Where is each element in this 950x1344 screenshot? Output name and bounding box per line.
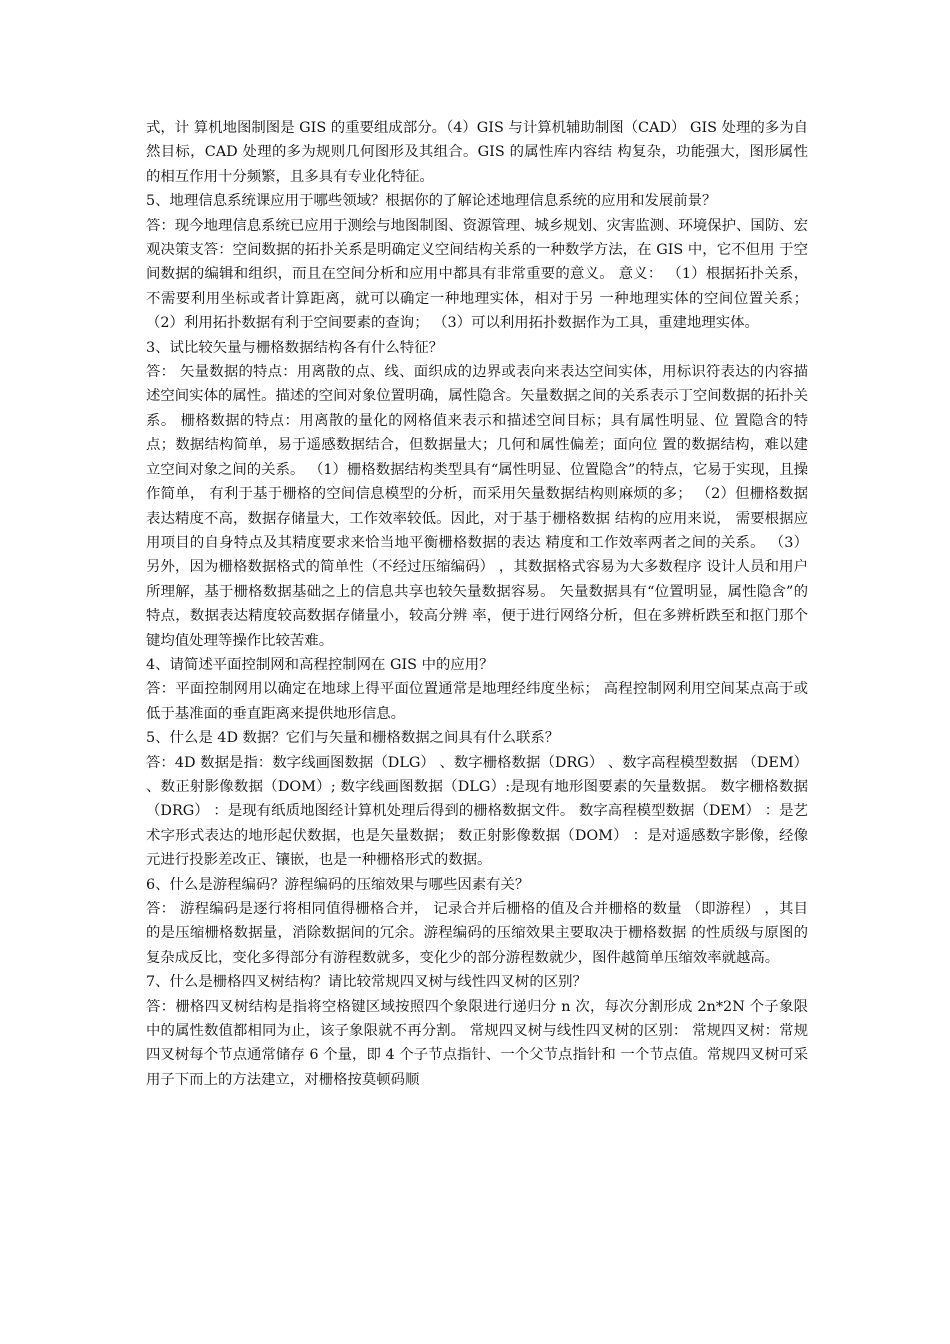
answer-4-control-networks: 答：平面控制网用以确定在地球上得平面位置通常是地理经纬度坐标； 高程控制网利用空间某点高于或低于基准面的垂直距离来提供地形信息。: [146, 681, 808, 722]
question-4-control-networks: 4、请简述平面控制网和高程控制网在 GIS 中的应用？: [146, 656, 494, 673]
answer-7-quadtree: 答：栅格四叉树结构是指将空格键区域按照四个象限进行递归分 n 次，每次分割形成 2n*2N 个子象限中的属性数值都相同为止，该子象限就不再分割。 常规四叉树与线性四叉树的区别： 常规四叉树：常规四叉树每个节点通常储存 6 个量，即 4 个子节点指针、一个父节点指针和 一个节点值。常规四叉树可采用子下而上的方法建立，对栅格按莫顿码顺: [146, 998, 808, 1088]
question-5-applications: 5、地理信息系统课应用于哪些领域？根据你的了解论述地理信息系统的应用和发展前景？: [146, 193, 717, 210]
document-page: [146, 116, 808, 1092]
question-3-vector-raster: 3、试比较矢量与栅格数据结构各有什么特征？: [146, 339, 443, 356]
question-5-4d-data: 5、什么是 4D 数据？它们与矢量和栅格数据之间具有什么联系？: [146, 730, 560, 747]
answer-5-applications: 答：现今地理信息系统已应用于测绘与地图制图、资源管理、城乡规划、灾害监测、环境保护、国防、宏观决策支答：空间数据的拓扑关系是明确定义空间结构关系的一种数学方法，在 GIS 中，它不但用 于空间数据的编辑和组织，而且在空间分析和应用中都具有非常重要的意义。 意义： （1）根据拓扑关系，不需要利用坐标或者计算距离，就可以确定一种地理实体，相对于另 一种地理实体的空间位置关系； （2）利用拓扑数据有利于空间要素的查询； （3）可以利用拓扑数据作为工具，重建地理实体。: [146, 217, 808, 332]
answer-5-4d-data: 答：4D 数据是指：数字线画图数据（DLG） 、数字栅格数据（DRG） 、数字高程模型数据 （DEM） 、数正射影像数据（DOM）; 数字线画图数据（DLG）:是现有地形图要素的矢量数据。 数字栅格数据（DRG） ：是现有纸质地图经计算机处理后得到的栅格数据文件。 数字高程模型数据（DEM） ：是艺术字形式表达的地形起伏数据，也是矢量数据； 数正射影像数据（DOM） ：是对遥感数字影像，经像元进行投影差改正、镶嵌，也是一种栅格形式的数据。: [146, 754, 808, 869]
question-6-run-length: 6、什么是游程编码？游程编码的压缩效果与哪些因素有关？: [146, 876, 530, 893]
question-7-quadtree: 7、什么是栅格四叉树结构？请比较常规四叉树与线性四叉树的区别？: [146, 974, 587, 991]
paragraph-gis-vs-cad: 式，计 算机地图制图是 GIS 的重要组成部分。（4）GIS 与计算机辅助制图（CAD） GIS 处理的多为自然目标，CAD 处理的多为规则几何图形及其组合。GIS 的属性库内容结 构复杂，功能强大，图形属性的相互作用十分频繁，且多具有专业化特征。: [146, 120, 808, 185]
answer-3-vector-raster: 答： 矢量数据的特点：用离散的点、线、面织成的边界或表向来表达空间实体，用标识符表达的内容描述空间实体的属性。描述的空间对象位置明确，属性隐含。矢量数据之间的关系表示丁空间数据的拓扑关系。 栅格数据的特点：用离散的量化的网格值来表示和描述空间目标；具有属性明显、位 置隐含的特点；数据结构简单，易于遥感数据结合，但数据量大；几何和属性偏差；面向位 置的数据结构，难以建立空间对象之间的关系。 （1）栅格数据结构类型具有“属性明显、位置隐含”的特点，它易于实现，且操作简单， 有利于基于栅格的空间信息模型的分析，而采用矢量数据结构则麻烦的多； （2）但栅格数据表达精度不高，数据存储量大，工作效率较低。因此，对于基于栅格数据 结构的应用来说， 需要根据应用项目的自身特点及其精度要求来恰当地平衡栅格数据的表达 精度和工作效率两者之间的关系。 （3）另外，因为栅格数据格式的简单性（不经过压缩编码） ，其数据格式容易为大多数程序 设计人员和用户所理解，基于栅格数据基础之上的信息共享也较矢量数据容易。 矢量数据具有“位置明显，属性隐含”的特点，数据表达精度较高数据存储量小，较高分辨 率，便于进行网络分析，但在多辨析跌至和抠门那个键均值处理等操作比较苦难。: [146, 364, 808, 649]
answer-6-run-length: 答： 游程编码是逐行将相同值得栅格合并， 记录合并后栅格的值及合并栅格的数量 （即游程） ，其目的是压缩栅格数据量，消除数据间的冗余。游程编码的压缩效果主要取决于栅格数据 的性质级与原图的复杂成反比，变化多得部分有游程数就多，变化少的部分游程数就少，图件越简单压缩效率就越高。: [146, 901, 808, 966]
